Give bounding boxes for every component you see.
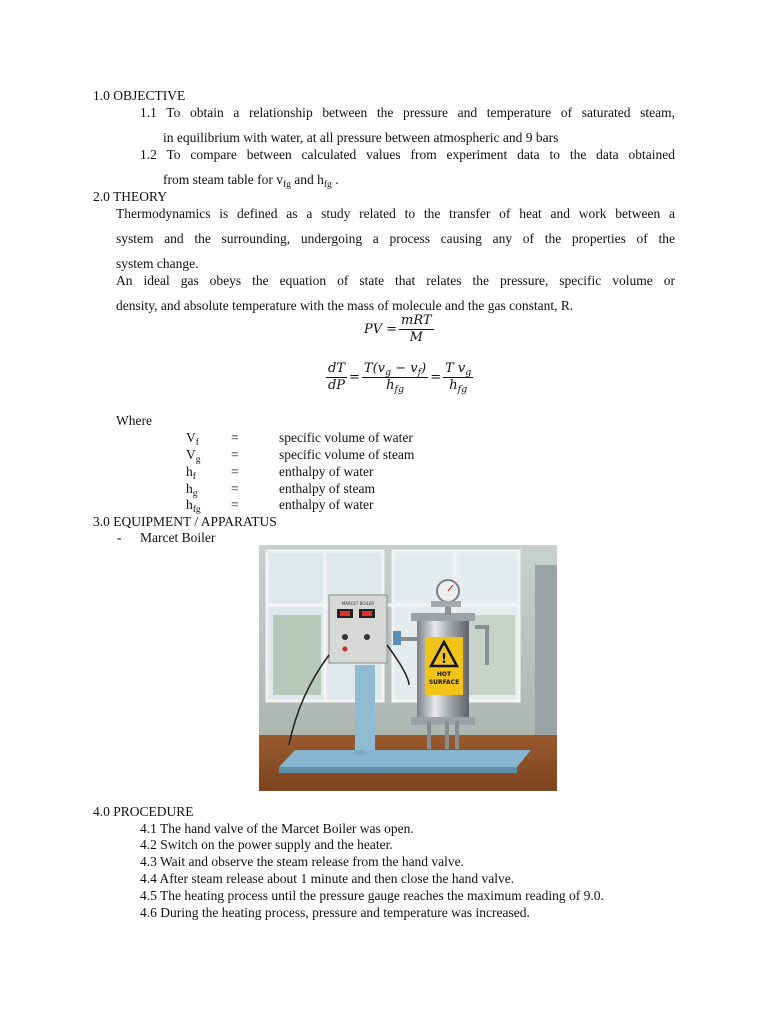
objective-item-2-text-mid: and h <box>290 172 324 187</box>
fraction-numerator <box>362 361 428 378</box>
subscript-g: g <box>385 367 392 378</box>
middle-fraction <box>362 361 428 394</box>
symbol: V <box>186 447 196 462</box>
sign-text-line-1: HOT <box>436 671 452 678</box>
definition-symbol <box>186 430 199 446</box>
bullet-dash: - <box>117 530 122 545</box>
subscript: f <box>195 438 199 448</box>
definition-description: specific volume of steam <box>279 447 415 462</box>
marcet-boiler-illustration <box>259 545 557 791</box>
subscript-fg: fg <box>457 384 468 395</box>
subscript: g <box>195 455 201 465</box>
fraction-denominator <box>443 378 473 394</box>
definition-symbol <box>186 497 201 513</box>
procedure-step: 4.2 Switch on the power supply and the heater. <box>140 837 393 852</box>
definition-description: enthalpy of water <box>279 464 374 479</box>
subscript: fg <box>192 505 201 515</box>
theory-heading: 2.0 THEORY <box>93 189 168 204</box>
fraction-numerator: dT <box>328 361 345 376</box>
objective-item-1-line-1: 1.1 To obtain a relationship between the pressure and temperature of saturated steam, <box>140 105 675 120</box>
denominator-text: h <box>386 378 395 393</box>
theory-paragraph-1-line-3: system change. <box>116 256 199 271</box>
definition-description: specific volume of water <box>279 430 413 445</box>
theory-paragraph-2-line-2: density, and absolute temperature with the mass of molecule and the gas constant, R. <box>116 298 574 313</box>
numerator-text: T v <box>445 361 466 376</box>
numerator-close: ) <box>421 361 427 376</box>
fraction-denominator <box>362 378 428 394</box>
warning-mark: ! <box>441 652 447 667</box>
fraction-numerator: mRT <box>401 313 432 328</box>
subscript: g <box>192 489 198 499</box>
subscript-g: g <box>465 367 472 378</box>
equation-fraction <box>399 313 434 346</box>
side-cabinet <box>535 565 557 735</box>
subscript-fg: fg <box>323 180 332 190</box>
fraction-numerator <box>443 361 473 378</box>
clausius-clapeyron-equation <box>326 361 473 394</box>
subscript-f: f <box>417 367 422 378</box>
equals-sign: = <box>386 322 398 337</box>
ideal-gas-equation <box>362 313 434 346</box>
objective-item-2-line-2 <box>163 172 339 188</box>
procedure-step: 4.4 After steam release about 1 minute and then close the hand valve. <box>140 871 515 886</box>
definition-symbol <box>186 464 196 480</box>
equipment-item: Marcet Boiler <box>140 530 216 545</box>
definition-symbol <box>186 481 198 497</box>
fraction-denominator: M <box>409 330 423 345</box>
equals-sign: = <box>430 370 442 385</box>
definition-symbol <box>186 447 201 463</box>
denominator-text: h <box>449 378 458 393</box>
procedure-step: 4.1 The hand valve of the Marcet Boiler was open. <box>140 821 414 836</box>
definition-description: enthalpy of steam <box>279 481 375 496</box>
objective-item-2-text-end: . <box>331 172 339 187</box>
theory-paragraph-2-line-1: An ideal gas obeys the equation of state that relates the pressure, specific volume or <box>116 273 675 288</box>
equation-lhs: PV <box>364 322 383 337</box>
numerator-minus: − v <box>391 361 418 376</box>
definition-description: enthalpy of water <box>279 497 374 512</box>
equals-sign: = <box>349 370 360 385</box>
objective-heading: 1.0 OBJECTIVE <box>93 88 186 103</box>
objective-item-1-line-2: in equilibrium with water, at all pressure between atmospheric and 9 bars <box>163 130 559 145</box>
theory-paragraph-1-line-2: system and the surrounding, undergoing a process causing any of the properties of the <box>116 231 675 246</box>
where-label: Where <box>116 413 152 428</box>
symbol: h <box>186 464 193 479</box>
subscript-fg: fg <box>394 384 405 395</box>
theory-paragraph-1-line-1: Thermodynamics is defined as a study related to the transfer of heat and work between a <box>116 206 675 221</box>
procedure-step: 4.5 The heating process until the pressure gauge reaches the maximum reading of 9.0. <box>140 888 604 903</box>
procedure-step: 4.3 Wait and observe the steam release from the hand valve. <box>140 854 465 869</box>
objective-item-2-text: from steam table for v <box>163 172 283 187</box>
base-plate <box>279 750 531 767</box>
definition-equals: = <box>231 447 239 462</box>
definition-equals: = <box>231 481 239 496</box>
definition-equals: = <box>231 430 239 445</box>
numerator-text: T(v <box>363 361 385 376</box>
sign-text-line-2: SURFACE <box>428 679 460 686</box>
control-box-label: MARCET BOILER <box>341 601 375 606</box>
definition-equals: = <box>231 497 239 512</box>
equipment-heading: 3.0 EQUIPMENT / APPARATUS <box>93 514 277 529</box>
procedure-heading: 4.0 PROCEDURE <box>93 804 194 819</box>
subscript-fg: fg <box>282 180 291 190</box>
objective-item-2-line-1: 1.2 To compare between calculated values from experiment data to the data obtained <box>140 147 675 162</box>
symbol: V <box>186 430 196 445</box>
lhs-fraction <box>326 361 347 394</box>
right-fraction <box>443 361 473 394</box>
symbol: h <box>186 497 193 512</box>
fraction-denominator: dP <box>327 378 346 393</box>
procedure-step: 4.6 During the heating process, pressure and temperature was increased. <box>140 905 530 920</box>
definition-equals: = <box>231 464 239 479</box>
symbol: h <box>186 481 193 496</box>
subscript: f <box>192 472 196 482</box>
marcet-boiler-photo <box>259 545 557 791</box>
